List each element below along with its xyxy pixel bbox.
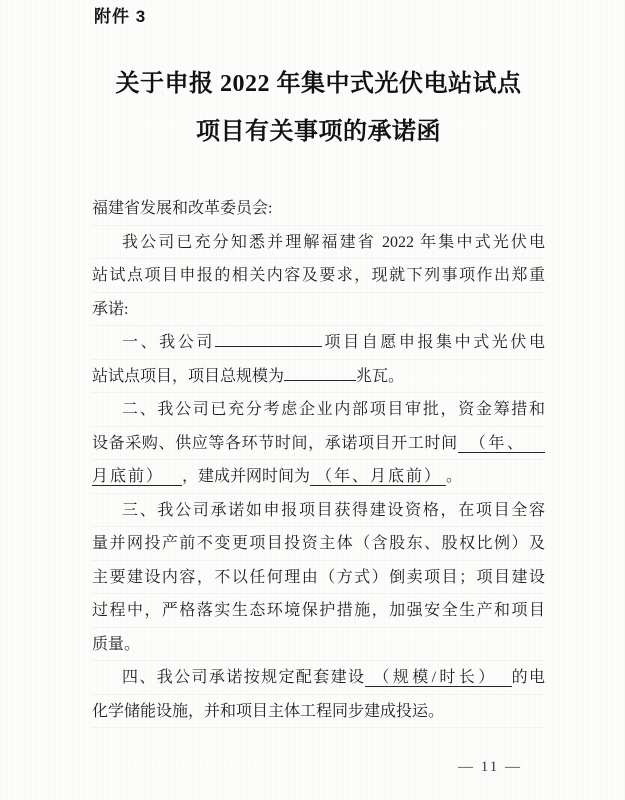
attachment-label: 附件 3 xyxy=(94,7,147,26)
fill-in-blank-line xyxy=(284,365,356,381)
text-run: 站试点项目申报的相关内容及要求，现就下列事项作出郑重 xyxy=(92,267,545,284)
text-run: 三、我公司承诺如申报项目获得建设资格，在项目全容 xyxy=(122,501,545,519)
text-run: 承诺: xyxy=(92,300,129,318)
body-line xyxy=(92,628,545,662)
body-line xyxy=(92,494,545,528)
text-run: 四、我公司承诺按规定配套建设 xyxy=(122,669,366,686)
text-run: 项目自愿申报集中式光伏电 xyxy=(321,334,545,351)
fill-in-blank-line xyxy=(215,331,322,347)
text-run: 主要建设内容，不以任何理由（方式）倒卖项目；项目建设 xyxy=(92,568,545,586)
document-title xyxy=(92,60,545,156)
underlined-text: （年、 xyxy=(458,435,545,453)
title-line-1: 关于申报 2022 年集中式光伏电站试点 xyxy=(115,71,522,97)
body-line xyxy=(92,259,545,293)
text-run: 化学储能设施，并和项目主体工程同步建成投运。 xyxy=(92,702,445,720)
text-run: 质量。 xyxy=(92,635,141,653)
body-line xyxy=(92,661,545,695)
text-run: ，建成并网时间为 xyxy=(182,468,311,485)
body-line xyxy=(92,293,545,327)
text-run: 设备采购、供应等各环节时间，承诺项目开工时间 xyxy=(92,434,458,452)
text-run: 。 xyxy=(446,468,463,485)
text-run: 我公司已充分知悉并理解福建省 2022 年集中式光伏电 xyxy=(122,233,545,251)
body-line xyxy=(92,427,545,461)
text-run: 量并网投产前不变更项目投资主体（含股东、股权比例）及 xyxy=(92,535,545,552)
text-run: 二、我公司已充分考虑企业内部项目审批，资金筹措和 xyxy=(122,401,545,418)
text-run: 的电 xyxy=(511,669,545,686)
text-run: 一、我公司 xyxy=(122,334,215,351)
text-run: 福建省发展和改革委员会: xyxy=(92,200,273,217)
body-line xyxy=(92,594,545,628)
text-run: 站试点项目，项目总规模为 xyxy=(92,367,285,385)
page-number: — 11 — xyxy=(458,759,522,775)
body-line xyxy=(92,695,545,729)
body-line xyxy=(92,561,545,595)
body-line xyxy=(92,226,545,260)
text-run: 兆瓦。 xyxy=(356,367,405,385)
body-line xyxy=(92,527,545,561)
body-line xyxy=(92,460,545,494)
underlined-text: （年、月底前） xyxy=(310,468,446,486)
underlined-text: 月底前） xyxy=(92,468,182,486)
body-line xyxy=(92,326,545,360)
body-line xyxy=(92,393,545,427)
document-body xyxy=(92,192,545,728)
title-line-2: 项目有关事项的承诺函 xyxy=(196,119,441,145)
body-line xyxy=(92,360,545,394)
body-line xyxy=(92,192,545,226)
underlined-text: （规模/时长） xyxy=(365,669,511,687)
text-run: 过程中，严格落实生态环境保护措施，加强安全生产和项目 xyxy=(92,602,545,619)
